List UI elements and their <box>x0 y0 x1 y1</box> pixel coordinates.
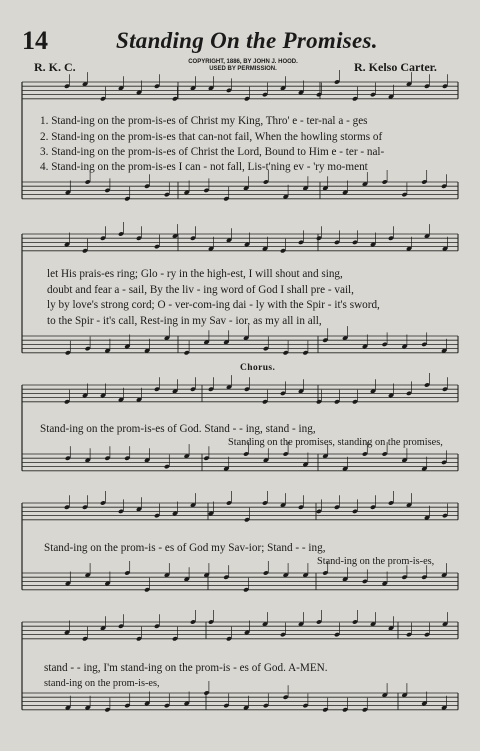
copyright-line: COPYRIGHT, 1886, BY JOHN J. HOOD. <box>188 59 298 65</box>
verse-1-line-a: 1. Stand-ing on the prom-is-es of Christ my King, Thro' e - ter-nal a - ges <box>40 115 368 127</box>
verse-4-line-a: 4. Stand-ing on the prom-is-es I can - not fall, Lis-t'ning ev - 'ry mo-ment <box>40 161 368 173</box>
chorus-bass-line-3: stand-ing on the prom-is-es, <box>44 678 160 689</box>
permission-line: USED BY PERMISSION. <box>209 66 277 72</box>
verse-3-line-a: 3. Stand-ing on the prom-is-es of Christ the Lord, Bound to Him e - ter - nal- <box>40 146 385 158</box>
chorus-line-1: Stand-ing on the prom-is-es of God. Stand - - ing, stand - ing, <box>40 423 316 435</box>
verse-4-line-b: to the Spir - it's call, Rest-ing in my Sav - ior, as my all in all, <box>47 315 322 327</box>
chorus-bass-line-1: Standing on the promises, standing on the promises, <box>228 437 443 448</box>
verse-2-line-b: doubt and fear a - sail, By the liv - ing word of God I shall pre - vail, <box>47 284 354 296</box>
hymn-title: Standing On the Promises. <box>116 28 378 53</box>
verse-1-line-b: let His prais-es ring; Glo - ry in the high-est, I will shout and sing, <box>47 268 343 280</box>
composer-name: R. Kelso Carter. <box>354 60 437 74</box>
verse-2-line-a: 2. Stand-ing on the prom-is-es that can-not fail, When the howling storms of <box>40 131 383 143</box>
chorus-line-2: Stand-ing on the prom-is - es of God my Sav-ior; Stand - - ing, <box>44 542 326 554</box>
lyricist-initials: R. K. C. <box>34 60 76 74</box>
hymn-number: 14 <box>22 26 48 55</box>
chorus-line-3: stand - - ing, I'm stand-ing on the prom-is - es of God. A-MEN. <box>44 662 328 674</box>
chorus-label: Chorus. <box>240 363 276 373</box>
verse-3-line-b: ly by love's strong cord; O - ver-com-ing dai - ly with the Spir - it's sword, <box>47 299 380 311</box>
chorus-bass-line-2: Stand-ing on the prom-is-es, <box>317 556 435 567</box>
